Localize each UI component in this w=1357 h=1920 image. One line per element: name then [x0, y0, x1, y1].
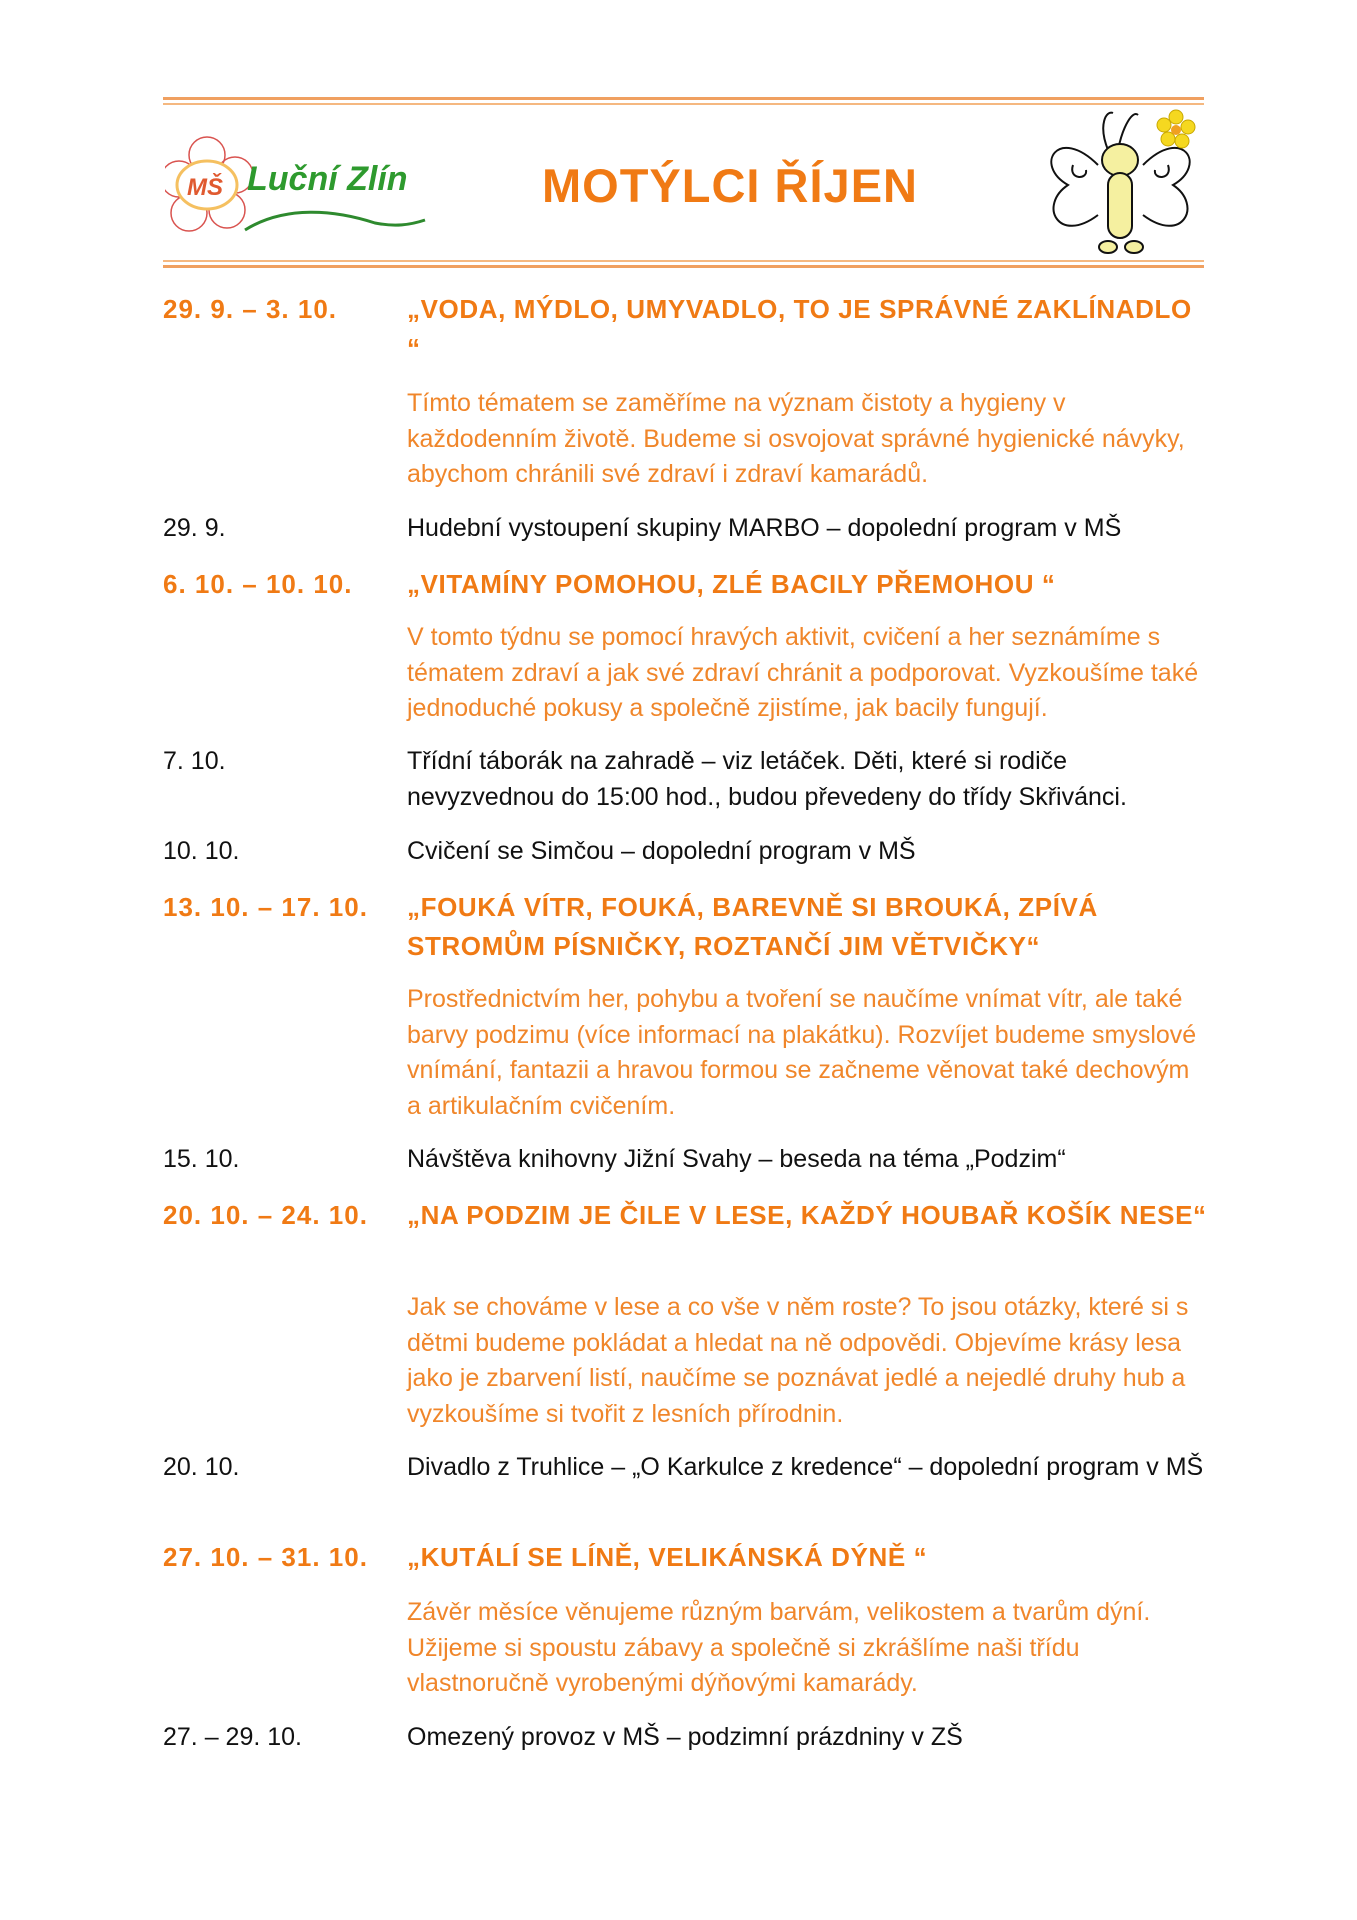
- theme-title: „KUTÁLÍ SE LÍNĚ, VELIKÁNSKÁ DÝNĚ “: [407, 1542, 928, 1572]
- theme-date: 13. 10. – 17. 10.: [163, 892, 368, 922]
- svg-text:MŠ: MŠ: [187, 174, 223, 201]
- theme-date: 29. 9. – 3. 10.: [163, 294, 338, 324]
- theme-description: V tomto týdnu se pomocí hravých aktivit, cvičení a her seznámíme s tématem zdraví a jak své zdraví chránit a podporovat. Vyzkoušíme také jednoduché pokusy a společně zjistíme, jak bacily fungují.: [407, 623, 1199, 722]
- header-rule-bottom-inner: [163, 260, 1204, 262]
- header-rule-bottom: [163, 265, 1204, 268]
- theme-description: Závěr měsíce věnujeme různým barvám, velikostem a tvarům dýní. Užijeme si spoustu zábavy a společně si zkrášlíme naši třídu vlastnoručně vyrobenými dýňovými kamarády.: [407, 1598, 1151, 1697]
- theme-description: Prostřednictvím her, pohybu a tvoření se naučíme vnímat vítr, ale také barvy podzimu (více informací na plakátku). Rozvíjet budeme smyslové vnímání, fantazii a hravou formou se začneme věnovat také dechovým a artikulačním cvičením.: [407, 985, 1197, 1120]
- theme-date: 6. 10. – 10. 10.: [163, 569, 353, 599]
- theme-title: „VITAMÍNY POMOHOU, ZLÉ BACILY PŘEMOHOU “: [407, 569, 1056, 599]
- event-text: Omezený provoz v MŠ – podzimní prázdniny v ZŠ: [407, 1723, 963, 1751]
- theme-description: Jak se chováme v lese a co vše v něm roste? To jsou otázky, které si s dětmi budeme pokládat a hledat na ně odpovědi. Objevíme krásy lesa jako je zbarvení listí, naučíme se poznávat jedlé a nejedlé druhy hub a vyzkoušíme si tvořit z lesních přírodnin.: [407, 1293, 1189, 1428]
- event-text: Divadlo z Truhlice – „O Karkulce z kredence“ – dopolední program v MŠ: [407, 1453, 1204, 1481]
- event-date: 7. 10.: [163, 747, 226, 775]
- event-date: 29. 9.: [163, 514, 226, 542]
- event-date: 10. 10.: [163, 837, 240, 865]
- theme-title: „NA PODZIM JE ČILE V LESE, KAŽDÝ HOUBAŘ KOŠÍK NESE“: [407, 1200, 1207, 1230]
- theme-title: „FOUKÁ VÍTR, FOUKÁ, BAREVNĚ SI BROUKÁ, ZPÍVÁ STROMŮM PÍSNIČKY, ROZTANČÍ JIM VĚTVIČKY“: [407, 892, 1098, 961]
- theme-date: 20. 10. – 24. 10.: [163, 1200, 368, 1230]
- event-date: 27. – 29. 10.: [163, 1723, 303, 1751]
- page-title: MOTÝLCI ŘÍJEN: [542, 159, 918, 212]
- event-text: Návštěva knihovny Jižní Svahy – beseda na téma „Podzim“: [407, 1145, 1066, 1173]
- event-date: 15. 10.: [163, 1145, 240, 1173]
- event-date: 20. 10.: [163, 1453, 240, 1481]
- theme-title: „VODA, MÝDLO, UMYVADLO, TO JE SPRÁVNÉ ZAKLÍNADLO “: [407, 294, 1192, 363]
- header-rule-top: [163, 97, 1204, 100]
- svg-text:Luční Zlín: Luční Zlín: [247, 160, 408, 198]
- butterfly-illustration: [1038, 105, 1203, 270]
- theme-description: Tímto tématem se zaměříme na význam čistoty a hygieny v každodenním životě. Budeme si osvojovat správné hygienické návyky, abychom chránili své zdraví i zdraví kamarádů.: [407, 389, 1185, 488]
- event-text: Třídní táborák na zahradě – viz letáček. Děti, které si rodiče nevyzvednou do 15:00 hod., budou převedeny do třídy Skřivánci.: [407, 747, 1127, 811]
- theme-date: 27. 10. – 31. 10.: [163, 1542, 368, 1572]
- event-text: Hudební vystoupení skupiny MARBO – dopolední program v MŠ: [407, 514, 1122, 542]
- school-logo: [165, 135, 445, 240]
- event-text: Cvičení se Simčou – dopolední program v MŠ: [407, 837, 916, 865]
